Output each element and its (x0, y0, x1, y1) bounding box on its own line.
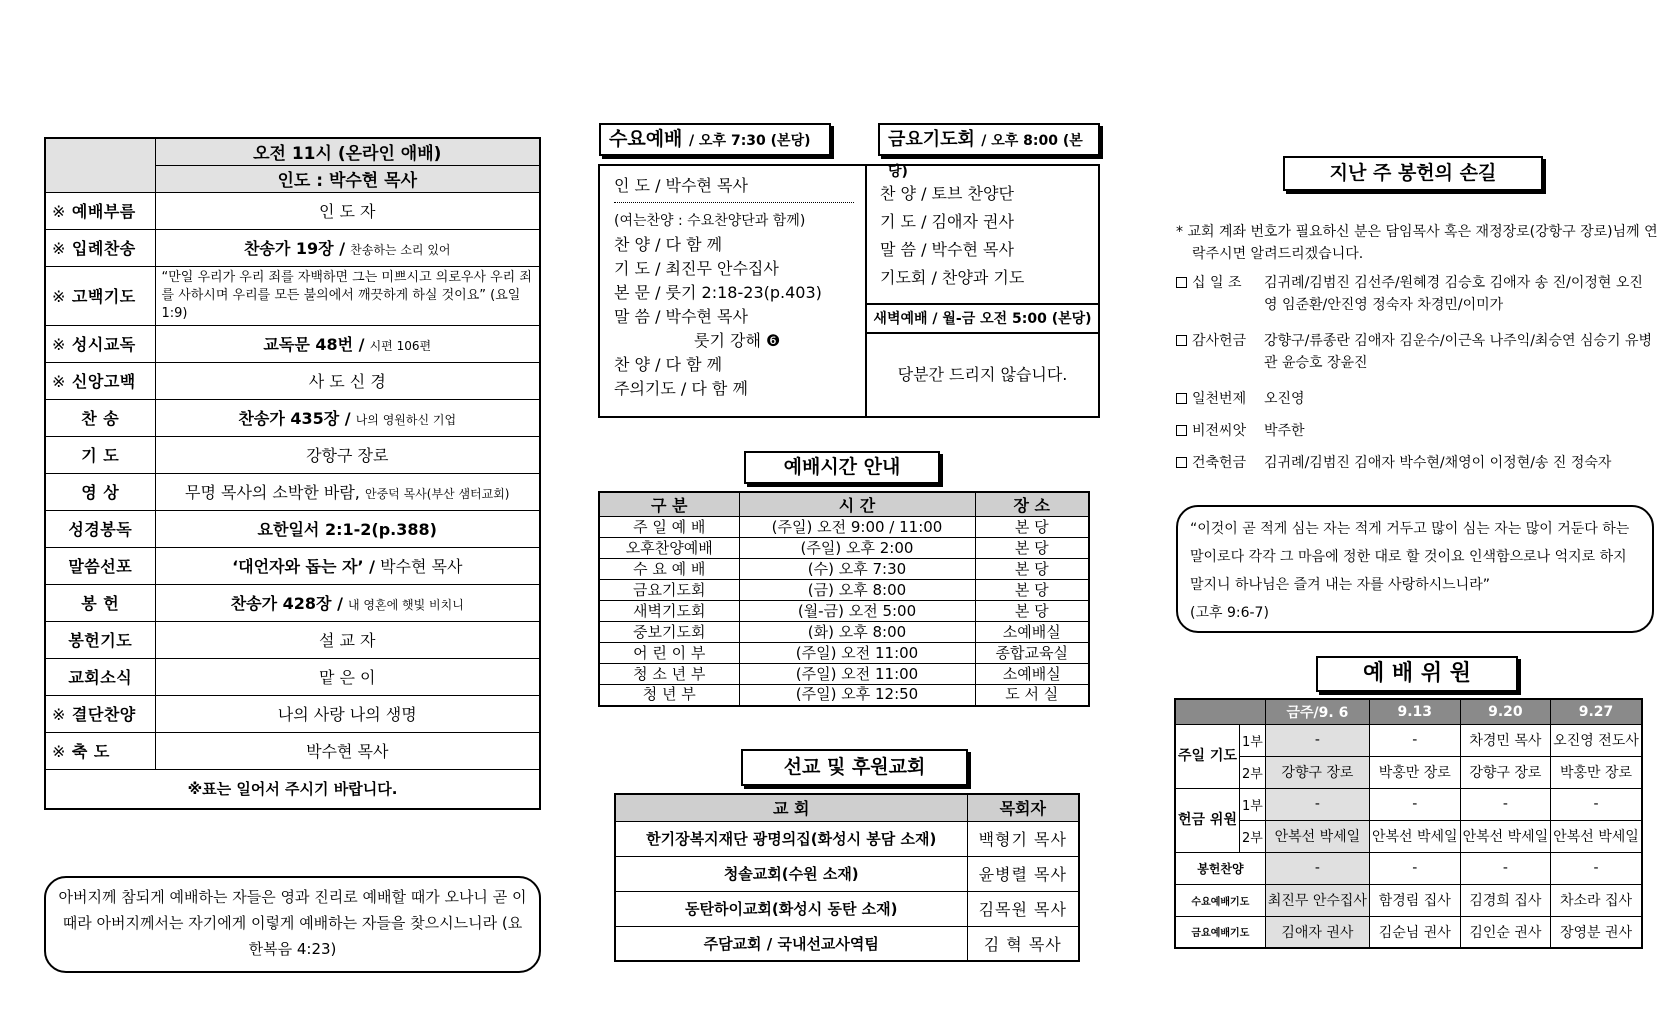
schedule-time: (주일) 오후 12:50 (739, 685, 975, 706)
schedule-type: 청 소 년 부 (599, 664, 739, 685)
worship-item-label (45, 732, 155, 769)
roster-cell: 안복선 박세일 (1551, 820, 1642, 852)
worship-item-name: 교회소식 (68, 668, 133, 687)
offering-names: 김귀례/김범진 김애자 박수현/채영이 이정현/송 진 정숙자 (1264, 455, 1612, 471)
mission-pastor: 김목원 목사 (967, 891, 1079, 926)
worship-item-label (45, 266, 155, 325)
worship-row (45, 266, 540, 325)
worship-item-content (155, 266, 540, 325)
roster-cell: - (1369, 852, 1460, 884)
roster-date-1: 9.13 (1369, 699, 1460, 724)
roster-cell: 강향구 장로 (1460, 756, 1551, 788)
worship-row (45, 192, 540, 229)
worship-item-label (45, 229, 155, 266)
offering-category-label: 건축헌금 (1192, 455, 1247, 471)
roster-date-2: 9.20 (1460, 699, 1551, 724)
worship-item-main: 찬송가 19장 / (243, 239, 346, 258)
service-title: 오전 11시 (온라인 애배) (155, 138, 540, 165)
worship-item-main: “만일 우리가 우리 죄를 자백하면 그는 미쁘시고 의로우사 우리 죄를 사하시며 우리를 모든 불의에서 깨끗하게 하실 것이요” (요일 1:9) (161, 269, 532, 321)
mission-pastor: 김 혁 목사 (967, 926, 1079, 961)
schedule-table (598, 491, 1090, 707)
schedule-type: 오후찬양예배 (599, 538, 739, 559)
worship-row (45, 229, 540, 266)
dawn-title: 새벽예배 / 월-금 오전 5:00 (본당) (873, 311, 1092, 327)
checkbox-icon (1176, 277, 1187, 288)
offering-names: 박주한 (1264, 423, 1305, 439)
schedule-place: 본 당 (975, 580, 1089, 601)
fri-line-3: 기도회 / 찬양과 기도 (880, 268, 1025, 287)
roster-part1: 1부 (1239, 788, 1265, 820)
roster-cell: - (1369, 724, 1460, 756)
roster-prayer-label: 주일 기도 (1175, 724, 1239, 788)
worship-item-label (45, 399, 155, 436)
roster-cell-name: 오진영 전도사 (1553, 733, 1639, 749)
worship-item-sub: 내 영혼에 햇빛 비치니 (348, 598, 464, 612)
schedule-place: 도 서 실 (975, 685, 1089, 706)
worship-item-content (155, 192, 540, 229)
schedule-place: 본 당 (975, 517, 1089, 538)
roster-fri-label: 금요예배기도 (1175, 916, 1265, 948)
schedule-time: (화) 오후 8:00 (739, 622, 975, 643)
worship-item-content (155, 658, 540, 695)
worship-item-name: 성경봉독 (68, 520, 133, 539)
schedule-type: 금요기도회 (599, 580, 739, 601)
friday-title-box (878, 123, 1100, 180)
fri-line-2: 말 씀 / 박수현 목사 (880, 240, 1014, 259)
schedule-place: 소예배실 (975, 622, 1089, 643)
offering-category-label: 일천번제 (1192, 391, 1247, 407)
roster-date-3: 9.27 (1551, 699, 1642, 724)
mission-row (615, 891, 1079, 926)
standing-mark: ※ (52, 335, 66, 354)
worship-item-content (155, 473, 540, 510)
worship-item-main: 요한일서 2:1-2(p.388) (257, 520, 437, 539)
wed-line-praise: 찬 양 / 다 함 께 (614, 235, 723, 254)
worship-item-content (155, 732, 540, 769)
schedule-place: 소예배실 (975, 664, 1089, 685)
worship-row (45, 621, 540, 658)
schedule-time: (월-금) 오전 5:00 (739, 601, 975, 622)
offering-names: 오진영 (1264, 391, 1305, 407)
roster-header-blank (1175, 699, 1265, 724)
schedule-row (599, 622, 1089, 643)
worship-item-label (45, 510, 155, 547)
worship-row (45, 362, 540, 399)
schedule-type: 새벽기도회 (599, 601, 739, 622)
schedule-header-time: 시 간 (739, 492, 975, 517)
wed-line-opening: (여는찬양 : 수요찬양단과 함께) (614, 213, 806, 229)
worship-verse-box (44, 876, 541, 973)
roster-cell: 안복선 박세일 (1369, 820, 1460, 852)
schedule-type: 중보기도회 (599, 622, 739, 643)
wed-line-praise2: 찬 양 / 다 함 께 (614, 355, 723, 374)
worship-item-main: ‘대언자와 돕는 자’ / (232, 557, 375, 576)
worship-row (45, 732, 540, 769)
standing-mark: ※ (52, 372, 66, 391)
schedule-time: (수) 오후 7:30 (739, 559, 975, 580)
wed-line-prayer: 기 도 / 최진무 안수집사 (614, 259, 779, 278)
schedule-time: (주일) 오전 11:00 (739, 664, 975, 685)
worship-item-name: 영 상 (81, 483, 120, 502)
worship-item-content (155, 436, 540, 473)
worship-item-sub: 시편 106편 (369, 339, 432, 353)
worship-item-name: 신앙고백 (71, 372, 136, 391)
offering-category-label: 비전씨앗 (1192, 423, 1247, 439)
worship-item-main: 찬송가 435장 / (238, 409, 351, 428)
roster-part1: 1부 (1239, 724, 1265, 756)
offering-item (1176, 420, 1666, 442)
mission-row (615, 926, 1079, 961)
checkbox-icon (1176, 457, 1187, 468)
schedule-header-place: 장 소 (975, 492, 1089, 517)
friday-program (880, 180, 1095, 292)
wed-line-sermon: 말 씀 / 박수현 목사 (614, 307, 748, 326)
schedule-time: (주일) 오전 11:00 (739, 643, 975, 664)
worship-item-main: 교독문 48번 / (263, 335, 365, 354)
worship-item-content (155, 695, 540, 732)
offering-category (1176, 420, 1264, 442)
schedule-type: 수 요 예 배 (599, 559, 739, 580)
schedule-time: (금) 오후 8:00 (739, 580, 975, 601)
standing-mark: ※ (52, 705, 66, 724)
worship-item-label (45, 325, 155, 362)
schedule-place: 본 당 (975, 559, 1089, 580)
worship-item-name: 축 도 (71, 742, 110, 761)
wednesday-title: 수요예배 (609, 128, 683, 150)
offering-item (1176, 330, 1666, 374)
roster-cell: - (1265, 852, 1369, 884)
roster-cell: 박홍만 장로 (1551, 756, 1642, 788)
worship-item-name: 말씀선포 (68, 557, 133, 576)
roster-title: 예 배 위 원 (1316, 656, 1518, 692)
worship-item-content (155, 362, 540, 399)
offering-verse-ref: (고후 9:6-7) (1190, 605, 1269, 621)
worship-item-main: 박수현 목사 (306, 742, 389, 761)
standing-mark: ※ (52, 742, 66, 761)
offering-item (1176, 388, 1666, 410)
roster-cell: 안복선 박세일 (1460, 820, 1551, 852)
service-leader: 인도 : 박수현 목사 (155, 165, 540, 192)
worship-row (45, 584, 540, 621)
roster-cell: 차소라 집사 (1551, 884, 1642, 916)
offering-item (1176, 452, 1666, 474)
midweek-services-box (598, 164, 1100, 418)
schedule-place: 본 당 (975, 538, 1089, 559)
worship-item-content (155, 621, 540, 658)
worship-row (45, 436, 540, 473)
roster-cell: - (1369, 788, 1460, 820)
worship-item-label (45, 695, 155, 732)
roster-date-0: 금주/9. 6 (1265, 699, 1369, 724)
roster-cell: 장영분 권사 (1551, 916, 1642, 948)
worship-item-label (45, 584, 155, 621)
worship-row (45, 695, 540, 732)
worship-item-name: 봉 헌 (81, 594, 120, 613)
roster-cell: 김애자 권사 (1265, 916, 1369, 948)
roster-cell: 김인순 권사 (1460, 916, 1551, 948)
roster-cell: 김순님 권사 (1369, 916, 1460, 948)
worship-item-main: 무명 목사의 소박한 바람, (184, 483, 360, 502)
offering-notice: * 교회 계좌 번호가 필요하신 분은 담임목사 혹은 재정장로(강항구 장로)님께 연락주시면 알려드리겠습니다. (1176, 224, 1658, 262)
worship-item-sub: 나의 영원하신 기업 (355, 413, 457, 427)
fri-line-0: 찬 양 / 토브 찬양단 (880, 184, 1014, 203)
schedule-row (599, 580, 1089, 601)
roster-cell (1551, 724, 1642, 756)
worship-item-content (155, 510, 540, 547)
roster-cell: 강향구 장로 (1265, 756, 1369, 788)
worship-item-sub: 안중덕 목사(부산 샘터교회) (364, 487, 510, 501)
worship-row (45, 399, 540, 436)
worship-item-content (155, 547, 540, 584)
offering-category (1176, 452, 1264, 474)
offering-names: 김귀례/김범진 김선주/원혜경 김승호 김애자 송 진/이정현 오진영 임준환/안진영 정숙자 차경민/이미가 (1264, 275, 1643, 313)
offering-category-label: 십 일 조 (1192, 275, 1242, 291)
roster-wed-label: 수요예배기도 (1175, 884, 1265, 916)
roster-part2: 2부 (1239, 756, 1265, 788)
missions-title: 선교 및 후원교회 (741, 749, 968, 786)
missions-header-pastor: 목회자 (967, 794, 1079, 821)
roster-part2: 2부 (1239, 820, 1265, 852)
schedule-type: 청 년 부 (599, 685, 739, 706)
worship-item-label (45, 362, 155, 399)
schedule-header-type: 구 분 (599, 492, 739, 517)
roster-cell: - (1551, 852, 1642, 884)
roster-cell: 김경희 집사 (1460, 884, 1551, 916)
friday-title: 금요기도회 (888, 129, 975, 150)
offering-category (1176, 388, 1264, 410)
mission-pastor: 백형기 목사 (967, 821, 1079, 856)
roster-cell: 최진무 안수집사 (1265, 884, 1369, 916)
wed-line-lords-prayer: 주의기도 / 다 함 께 (614, 379, 748, 398)
worship-item-content (155, 584, 540, 621)
worship-item-name: 입례찬송 (71, 239, 136, 258)
dawn-text: 당분간 드리지 않습니다. (897, 365, 1068, 384)
checkbox-icon (1176, 425, 1187, 436)
schedule-row (599, 643, 1089, 664)
schedule-row (599, 601, 1089, 622)
roster-cell: - (1265, 788, 1369, 820)
schedule-time: (주일) 오전 9:00 / 11:00 (739, 517, 975, 538)
schedule-title: 예배시간 안내 (744, 451, 940, 484)
worship-item-name: 기 도 (81, 446, 120, 465)
header-blank (45, 138, 155, 192)
worship-item-content (155, 325, 540, 362)
mission-church: 한기장복지재단 광명의집(화성시 봉담 소재) (615, 821, 967, 856)
roster-offering-label: 헌금 위원 (1175, 788, 1239, 852)
standing-mark: ※ (52, 202, 66, 221)
schedule-place: 종합교육실 (975, 643, 1089, 664)
worship-item-main: 설 교 자 (318, 631, 376, 650)
schedule-row (599, 517, 1089, 538)
worship-row (45, 473, 540, 510)
worship-item-content (155, 229, 540, 266)
roster-cell: 차경민 목사 (1460, 724, 1551, 756)
standing-mark: ※ (52, 239, 66, 258)
worship-item-name: 봉헌기도 (68, 631, 133, 650)
worship-item-main: 맡 은 이 (318, 668, 376, 687)
worship-item-main: 나의 사랑 나의 생명 (277, 705, 417, 724)
schedule-time: (주일) 오후 2:00 (739, 538, 975, 559)
worship-item-name: 성시교독 (71, 335, 136, 354)
wed-line-leader: 인 도 / 박수현 목사 (614, 176, 748, 195)
schedule-place: 본 당 (975, 601, 1089, 622)
worship-item-sub: 찬송하는 소리 있어 (350, 243, 451, 257)
standing-mark: ※ (52, 287, 66, 306)
mission-church: 주담교회 / 국내선교사역팀 (615, 926, 967, 961)
worship-item-label (45, 658, 155, 695)
checkbox-icon (1176, 335, 1187, 346)
worship-item-main: 찬송가 428장 / (230, 594, 343, 613)
offering-item (1176, 272, 1666, 316)
mission-church: 동탄하이교회(화성시 동탄 소재) (615, 891, 967, 926)
mission-church: 청솔교회(수원 소재) (615, 856, 967, 891)
offering-names: 강향구/류종란 김애자 김운수/이근옥 나주익/최승연 심승기 유병관 윤승호 장윤진 (1264, 333, 1653, 371)
worship-row (45, 325, 540, 362)
wednesday-title-box (599, 123, 831, 156)
missions-header-church: 교 회 (615, 794, 967, 821)
schedule-row (599, 664, 1089, 685)
fri-line-1: 기 도 / 김애자 권사 (880, 212, 1014, 231)
worship-row (45, 658, 540, 695)
worship-verse: 아버지께 참되게 예배하는 자들은 영과 진리로 예배할 때가 오나니 곧 이 때라 아버지께서는 자기에게 이렇게 예배하는 자들을 찾으시느니라 (요한복음 4:23) (58, 888, 527, 958)
roster-praise-label: 봉헌찬양 (1175, 852, 1265, 884)
friday-time: / 오후 8:00 (본당) (888, 133, 1083, 180)
worship-item-main: 사 도 신 경 (308, 372, 386, 391)
offering-category (1176, 330, 1264, 352)
offering-category-label: 감사헌금 (1192, 333, 1247, 349)
wednesday-program (614, 174, 854, 401)
schedule-row (599, 559, 1089, 580)
checkbox-icon (1176, 393, 1187, 404)
schedule-row (599, 685, 1089, 706)
worship-item-label (45, 192, 155, 229)
worship-item-name: 결단찬양 (71, 705, 136, 724)
offering-category (1176, 272, 1264, 294)
roster-cell: - (1265, 724, 1369, 756)
roster-cell: 박홍만 장로 (1369, 756, 1460, 788)
missions-table (614, 793, 1080, 962)
worship-item-label (45, 436, 155, 473)
offering-verse-box (1176, 505, 1654, 633)
worship-item-name: 고백기도 (71, 287, 136, 306)
worship-item-main: 강항구 장로 (306, 446, 389, 465)
roster-cell: - (1460, 852, 1551, 884)
roster-table (1174, 698, 1643, 949)
offering-verse: “이것이 곧 적게 심는 자는 적게 거두고 많이 심는 자는 많이 거둔다 하는 말이로다 각각 그 마음에 정한 대로 할 것이요 인색함으로나 억지로 하지 말지니 하나님은 즐겨 내는 자를 사랑하시느니라” (1190, 521, 1630, 593)
worship-row (45, 510, 540, 547)
schedule-type: 어 린 이 부 (599, 643, 739, 664)
worship-item-sub: 박수현 목사 (380, 557, 463, 576)
worship-item-name: 예배부름 (71, 202, 136, 221)
wed-line-text: 본 문 / 룻기 2:18-23(p.403) (614, 283, 822, 302)
schedule-type: 주 일 예 배 (599, 517, 739, 538)
roster-cell: - (1551, 788, 1642, 820)
wednesday-time: / 오후 7:30 (본당) (689, 133, 811, 149)
standing-note: ※표는 일어서 주시기 바랍니다. (45, 769, 540, 809)
schedule-row (599, 538, 1089, 559)
worship-item-label (45, 621, 155, 658)
worship-row (45, 547, 540, 584)
worship-item-label (45, 473, 155, 510)
mission-row (615, 821, 1079, 856)
worship-item-main: 인 도 자 (318, 202, 376, 221)
mission-pastor: 윤병렬 목사 (967, 856, 1079, 891)
offering-title: 지난 주 봉헌의 손길 (1283, 156, 1543, 191)
offering-list (1176, 272, 1666, 484)
roster-cell: 함경림 집사 (1369, 884, 1460, 916)
roster-cell: - (1460, 788, 1551, 820)
roster-cell: 안복선 박세일 (1265, 820, 1369, 852)
worship-item-content (155, 399, 540, 436)
worship-item-label (45, 547, 155, 584)
mission-row (615, 856, 1079, 891)
wed-line-series: 룻기 강해 ❻ (694, 331, 781, 350)
worship-order-table (44, 137, 541, 810)
worship-item-name: 찬 송 (81, 409, 120, 428)
